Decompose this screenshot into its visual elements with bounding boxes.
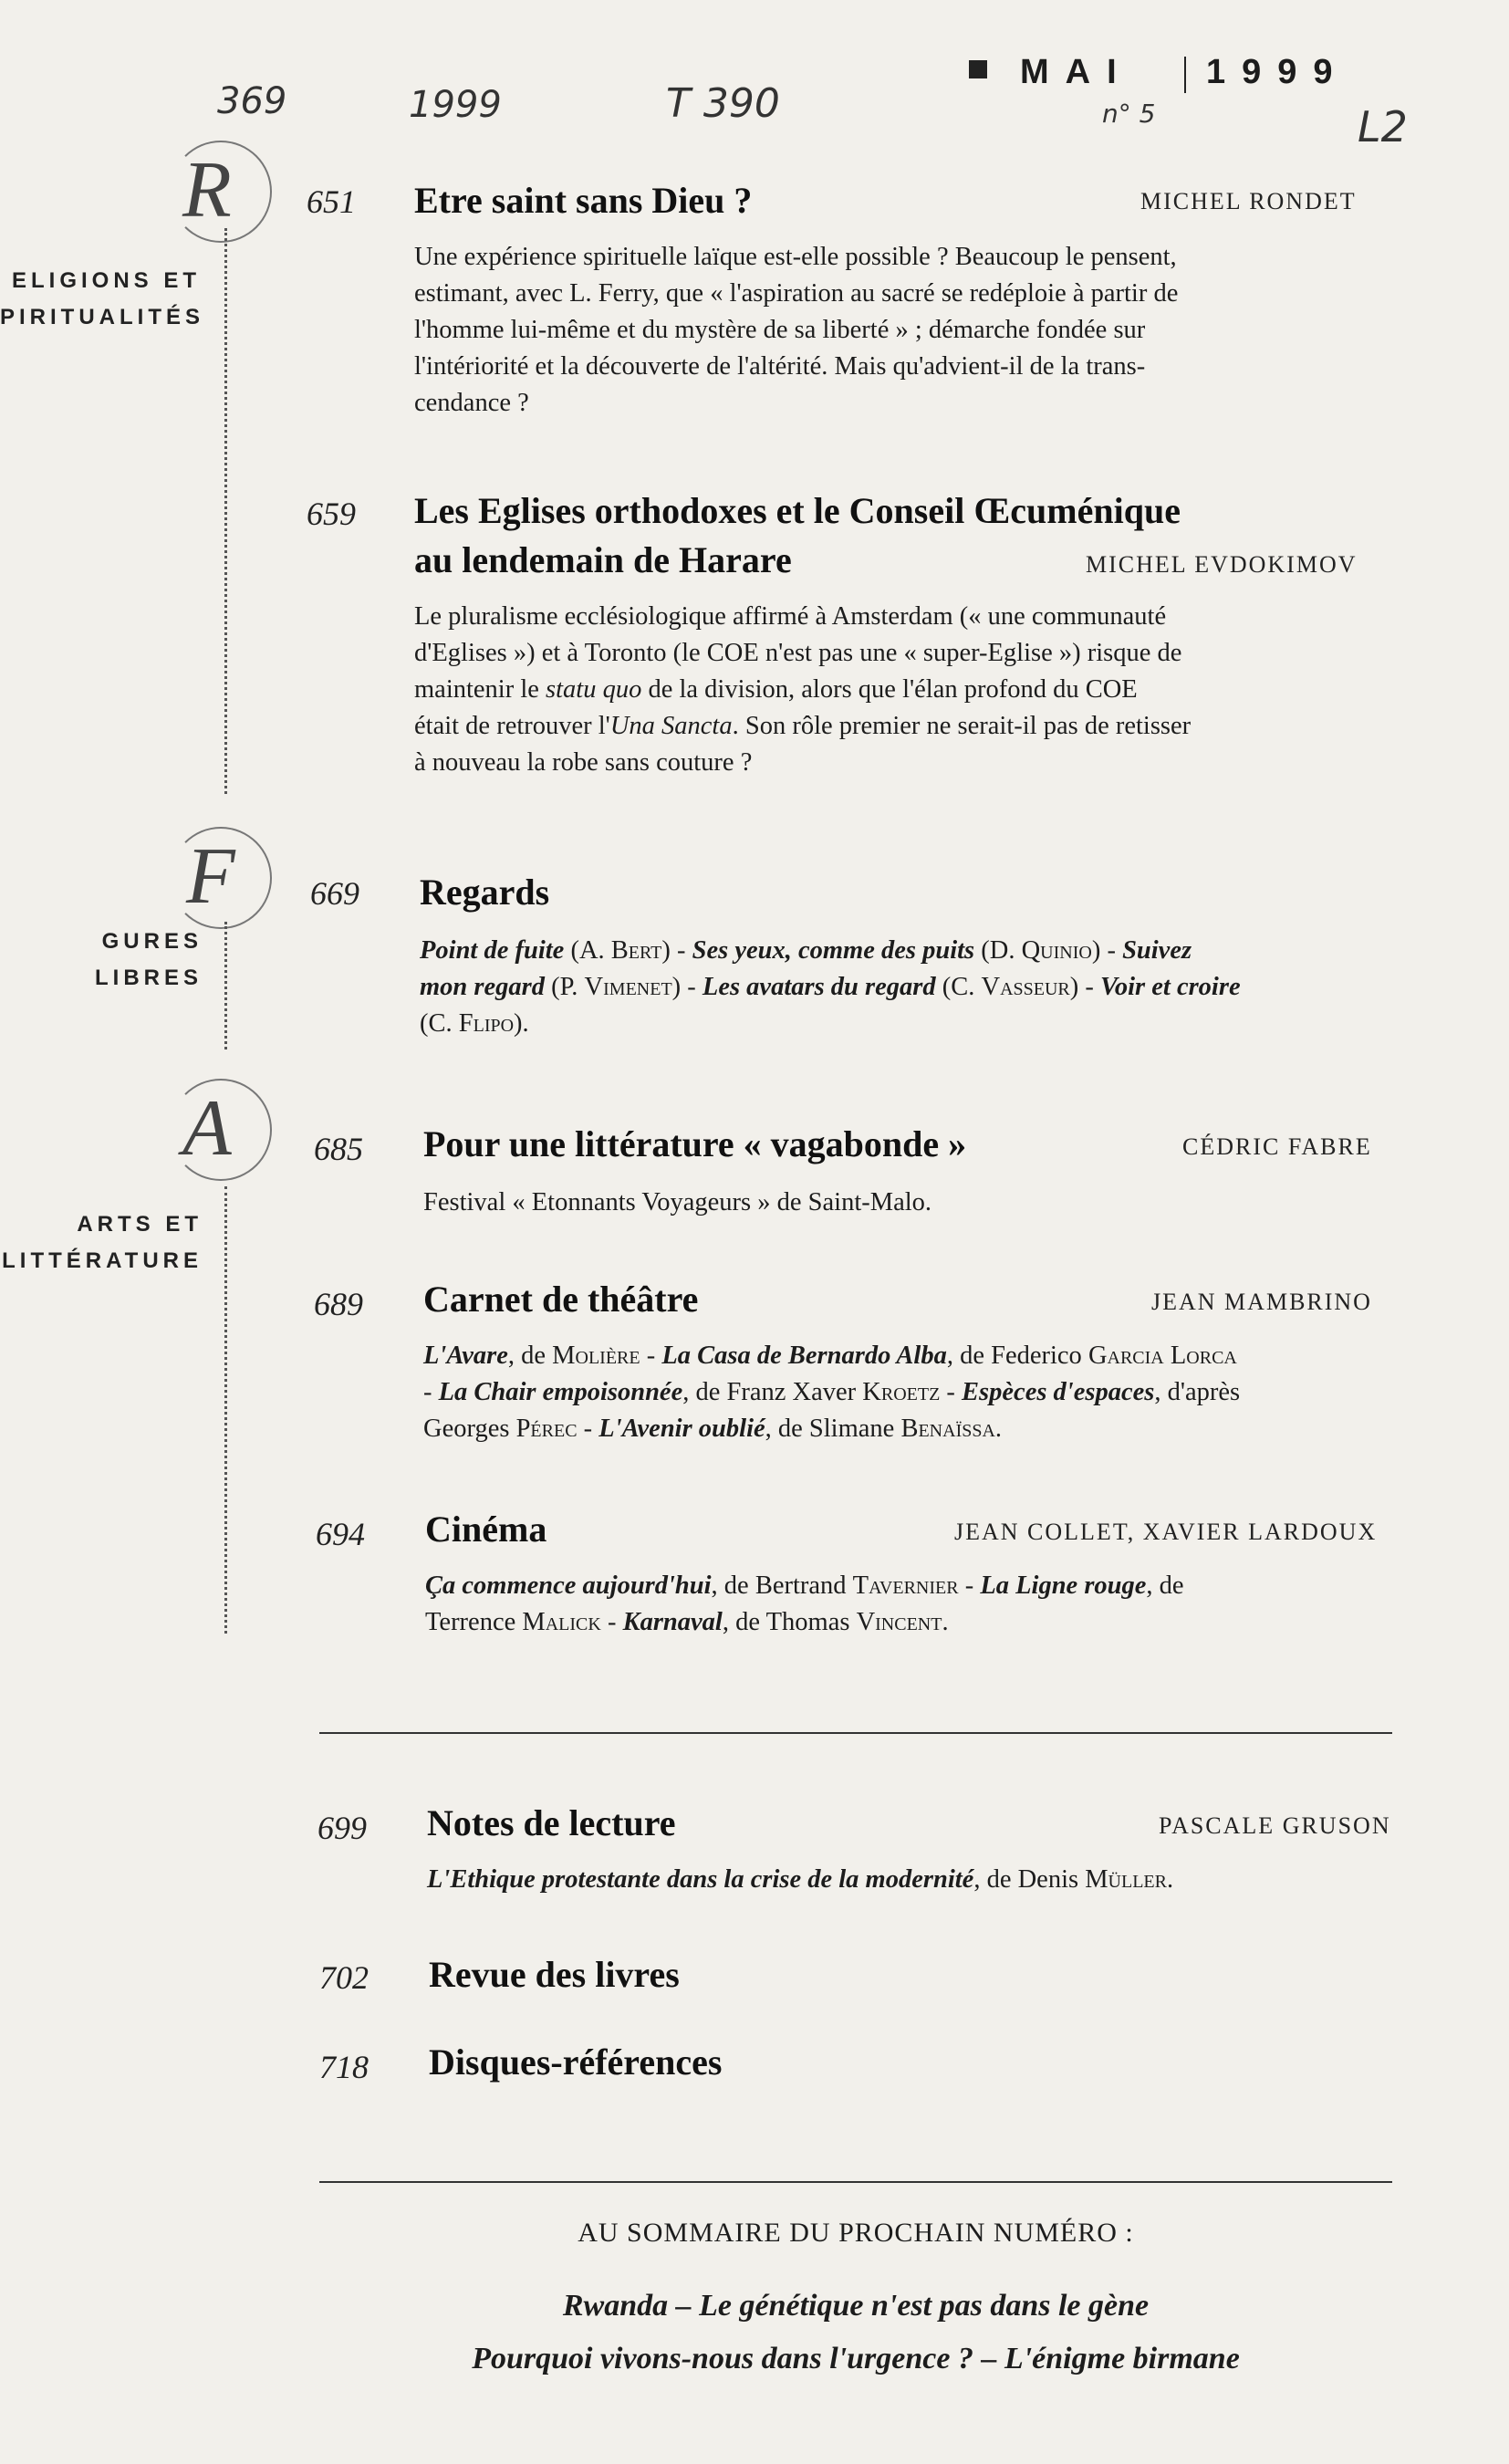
- summary-line: maintenir le statu quo de la division, alors que l'élan profond du COE: [414, 675, 1138, 704]
- article-651-page: 651: [307, 183, 356, 220]
- next-issue-line1: Rwanda – Le génétique n'est pas dans le gène: [562, 2289, 1150, 2323]
- handwritten-note-l2: L2: [1358, 102, 1408, 151]
- article-694-page: 694: [316, 1516, 365, 1552]
- article-669-summary: [420, 933, 1387, 1042]
- article-659-title-line1: Les Eglises orthodoxes et le Conseil Œcuménique: [414, 490, 1181, 531]
- article-689-title: Carnet de théâtre: [423, 1279, 699, 1320]
- section-a-dotted-line: [224, 1186, 227, 1634]
- section-r-label-line2: PIRITUALITÉS: [0, 305, 205, 329]
- article-651-summary: [414, 239, 1387, 422]
- handwritten-note-issue: n° 5: [1102, 99, 1156, 129]
- section-a-label-line1: ARTS ET: [77, 1212, 203, 1237]
- section-f-dotted-line: [224, 922, 227, 1049]
- header-square-bullet: [969, 60, 987, 78]
- summary-line: à nouveau la robe sans couture ?: [414, 748, 753, 777]
- summary-line: Une expérience spirituelle laïque est-elle possible ? Beaucoup le pensent,: [414, 243, 1177, 271]
- summary-line: Point de fuite (A. Bert) - Ses yeux, comme des puits (D. Quinio) - Suivez: [420, 936, 1192, 965]
- article-651-title: Etre saint sans Dieu ?: [414, 180, 753, 221]
- article-651-author: MICHEL RONDET: [1140, 188, 1357, 214]
- summary-line: - La Chair empoisonnée, de Franz Xaver Kroetz - Espèces d'espaces, d'après: [423, 1378, 1241, 1406]
- article-694-author: JEAN COLLET, XAVIER LARDOUX: [954, 1519, 1378, 1545]
- header-separator: [1184, 57, 1186, 93]
- article-694-title: Cinéma: [425, 1509, 547, 1550]
- section-f-letter: F: [186, 832, 235, 921]
- summary-line: Ça commence aujourd'hui, de Bertrand Tavernier - La Ligne rouge, de: [425, 1571, 1184, 1600]
- next-issue-heading: AU SOMMAIRE DU PROCHAIN NUMÉRO :: [578, 2218, 1134, 2248]
- article-689-page: 689: [314, 1286, 363, 1322]
- summary-line: d'Eglises ») et à Toronto (le COE n'est pas une « super-Eglise ») risque de: [414, 639, 1182, 667]
- article-702-title: Revue des livres: [429, 1954, 680, 1995]
- article-699-title: Notes de lecture: [427, 1802, 676, 1843]
- italic-term: statu quo: [546, 675, 642, 704]
- section-f-label-line1: GURES LIBRES: [94, 929, 203, 990]
- section-r-letter: R: [182, 146, 232, 235]
- summary-line: (C. Flipo).: [420, 1009, 529, 1038]
- divider-rule: [319, 1732, 1392, 1734]
- article-718-page: 718: [319, 2049, 369, 2085]
- section-r-label: [0, 263, 205, 336]
- article-699-author: PASCALE GRUSON: [1159, 1812, 1391, 1839]
- article-699-summary: L'Ethique protestante dans la crise de la modernité, de Denis Müller.: [427, 1865, 1174, 1894]
- handwritten-note-t390: T 390: [666, 80, 780, 127]
- section-f-label: [0, 924, 203, 997]
- article-685-author: CÉDRIC FABRE: [1182, 1133, 1372, 1160]
- summary-line: Terrence Malick - Karnaval, de Thomas Vincent.: [425, 1608, 949, 1636]
- article-702-page: 702: [319, 1959, 369, 1996]
- handwritten-note-1999: 1999: [409, 84, 502, 126]
- italic-term: Una Sancta: [609, 712, 733, 740]
- summary-line: L'Avare, de Molière - La Casa de Bernardo Alba, de Federico Garcia Lorca: [423, 1342, 1237, 1370]
- summary-line: Georges Pérec - L'Avenir oublié, de Slimane Benaïssa.: [423, 1415, 1003, 1443]
- section-r-label-line1: ELIGIONS ET: [11, 268, 201, 293]
- article-718-title: Disques-références: [429, 2041, 723, 2083]
- header-year: 1999: [1206, 53, 1349, 91]
- article-685-title: Pour une littérature « vagabonde »: [423, 1123, 967, 1164]
- article-669-title: Regards: [420, 872, 550, 913]
- article-669-page: 669: [310, 875, 359, 912]
- article-659-author: MICHEL EVDOKIMOV: [1086, 551, 1358, 578]
- article-699-page: 699: [317, 1810, 367, 1846]
- article-685-summary: Festival « Etonnants Voyageurs » de Saint-Malo.: [423, 1188, 932, 1216]
- article-659-summary: [414, 599, 1387, 781]
- summary-line: l'intériorité et la découverte de l'altérité. Mais qu'advient-il de la trans-: [414, 352, 1146, 381]
- summary-line: Le pluralisme ecclésiologique affirmé à Amsterdam (« une communauté: [414, 602, 1167, 631]
- article-694-summary: [425, 1568, 1392, 1641]
- article-689-summary: [423, 1338, 1390, 1447]
- summary-line: mon regard (P. Vimenet) - Les avatars du regard (C. Vasseur) - Voir et croire: [420, 973, 1241, 1001]
- article-659-title-line2: au lendemain de Harare: [414, 539, 792, 580]
- article-689-author: JEAN MAMBRINO: [1151, 1289, 1372, 1315]
- summary-line: cendance ?: [414, 389, 529, 417]
- header-month: MAI: [1020, 53, 1133, 91]
- summary-line: estimant, avec L. Ferry, que « l'aspiration au sacré se redéploie à partir de: [414, 279, 1179, 308]
- summary-line: était de retrouver l'Una Sancta. Son rôle premier ne serait-il pas de retisser: [414, 712, 1192, 740]
- article-685-page: 685: [314, 1131, 363, 1167]
- section-a-label: [0, 1206, 203, 1279]
- divider-rule: [319, 2181, 1392, 2183]
- handwritten-note-369: 369: [217, 80, 287, 122]
- section-a-letter: A: [182, 1084, 232, 1173]
- next-issue-line2: Pourquoi vivons-nous dans l'urgence ? – L'énigme birmane: [472, 2342, 1240, 2375]
- summary-line: l'homme lui-même et du mystère de sa liberté » ; démarche fondée sur: [414, 316, 1146, 344]
- section-r-dotted-line: [224, 228, 227, 794]
- article-659-page: 659: [307, 496, 356, 532]
- section-a-label-line2: LITTÉRATURE: [2, 1248, 203, 1273]
